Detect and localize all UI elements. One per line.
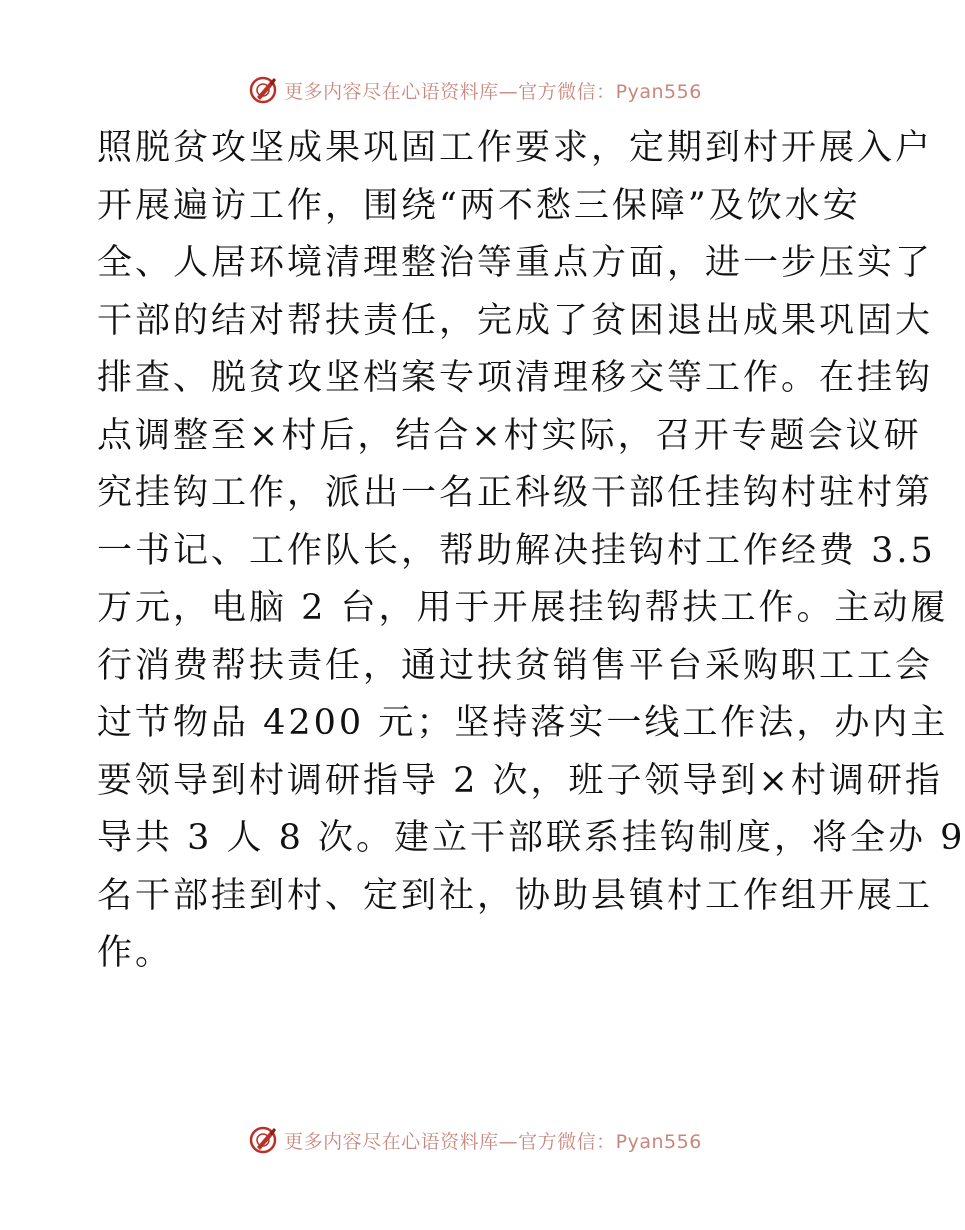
body-line: 照脱贫攻坚成果巩固工作要求，定期到村开展入户	[97, 128, 934, 168]
body-line: 导共 3 人 8 次。建立干部联系挂钩制度，将全办 9	[97, 818, 965, 858]
pen-logo-icon	[248, 75, 278, 105]
body-line: 点调整至×村后，结合×村实际，召开专题会议研	[97, 415, 922, 456]
body-line: 排查、脱贫攻坚档案专项清理移交等工作。在挂钩	[97, 358, 934, 398]
body-line: 名干部挂到村、定到社，协助县镇村工作组开展工	[97, 875, 934, 916]
header-banner	[0, 70, 950, 110]
body-line: 行消费帮扶责任，通过扶贫销售平台采购职工工会	[97, 645, 934, 686]
body-line: 究挂钩工作，派出一名正科级干部任挂钩村驻村第	[97, 473, 934, 513]
document-body	[97, 120, 965, 983]
body-line: 全、人居环境清理整治等重点方面，进一步压实了	[97, 243, 934, 283]
body-line: 开展遍访工作，围绕“两不愁三保障”及饮水安	[97, 185, 861, 226]
body-line: 干部的结对帮扶责任，完成了贫困退出成果巩固大	[97, 300, 934, 341]
body-line: 万元，电脑 2 台，用于开展挂钩帮扶工作。主动履	[97, 588, 949, 628]
body-line: 过节物品 4200 元；坚持落实一线工作法，办内主	[97, 703, 949, 743]
body-line: 作。	[97, 933, 174, 973]
body-line: 一书记、工作队长，帮助解决挂钩村工作经费 3.5	[97, 530, 936, 571]
footer-banner-text: 更多内容尽在心语资料库—官方微信：Pyan556	[284, 1130, 702, 1153]
footer-banner	[0, 1120, 950, 1160]
body-line: 要领导到村调研指导 2 次，班子领导到×村调研指	[97, 760, 943, 801]
header-banner-text: 更多内容尽在心语资料库—官方微信：Pyan556	[284, 80, 702, 103]
pen-logo-icon	[248, 1125, 278, 1155]
